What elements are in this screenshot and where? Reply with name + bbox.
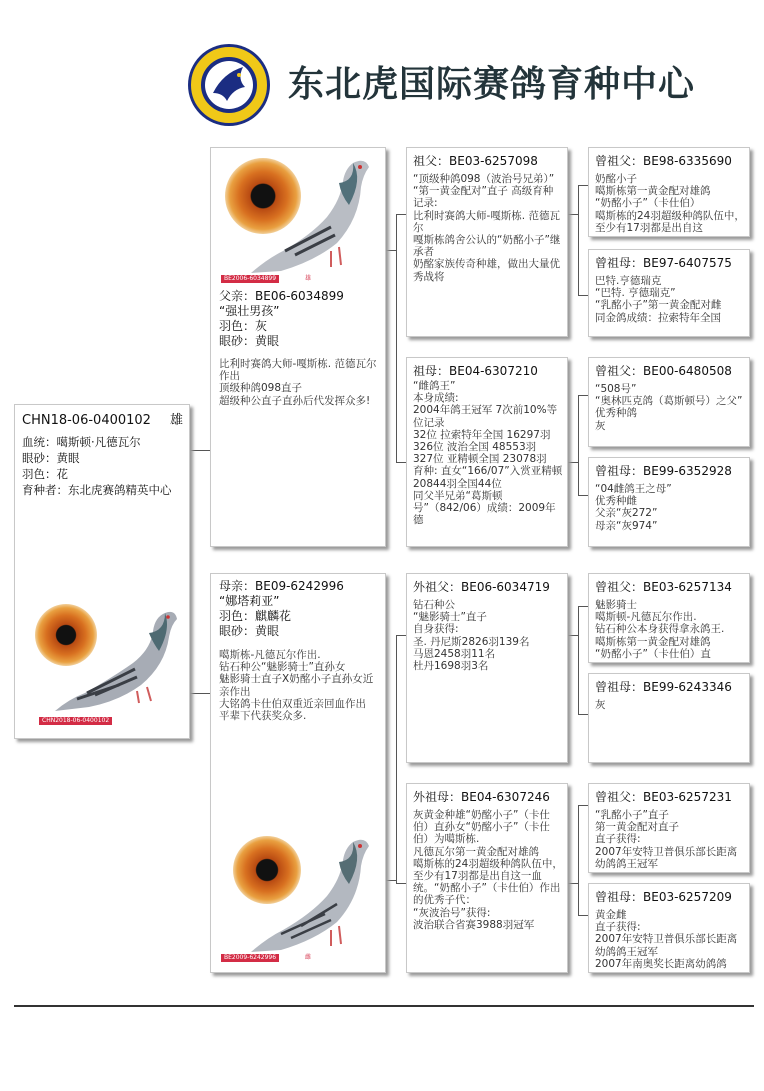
connector bbox=[396, 214, 397, 462]
great-grandparent-title: 曾祖父：BE03-6257134 bbox=[595, 580, 732, 594]
great-grandparent-card bbox=[588, 673, 750, 763]
subject-details bbox=[22, 434, 184, 498]
connector bbox=[567, 635, 578, 636]
great-grandparent-card bbox=[588, 883, 750, 973]
great-grandparent-card bbox=[588, 573, 750, 663]
connector bbox=[567, 214, 578, 215]
connector bbox=[189, 450, 211, 451]
connector bbox=[396, 635, 397, 883]
great-grandparent-text: 巴特.亨德瑞克 “巴特. 亨德瑞克” “乳酩小子”第一黄金配对雌 同金鸽成绩：拉索特年全国 bbox=[595, 275, 722, 324]
great-grandparent-title: 曾祖母：BE03-6257209 bbox=[595, 890, 732, 904]
subject-breeder: 育种者：东北虎赛鸽精英中心 bbox=[22, 483, 172, 497]
great-grandparent-text: “乳酩小子”直子 第一黄金配对直子 直子获得: 2007年安特卫普俱乐部长距离幼鸽鸽王冠军 bbox=[595, 809, 738, 870]
connector bbox=[578, 395, 579, 495]
great-grandparent-text: 灰 bbox=[595, 699, 606, 711]
great-grandparent-title: 曾祖母：BE99-6243346 bbox=[595, 680, 732, 694]
great-grandparent-card bbox=[588, 457, 750, 547]
great-grandparent-card bbox=[588, 147, 750, 237]
ring-plate-sex: 雌 bbox=[305, 954, 312, 961]
grandparent-text: 钻石种公 “魅影骑士”直子 自身获得: 圣. 丹尼斯2826羽139名 马恩2458羽11名 杜丹1698羽3名 bbox=[413, 599, 530, 673]
connector bbox=[567, 883, 578, 884]
great-grandparent-text: “508号” “奥林匹克鸽（葛斯顿号）之父” 优秀种鸽 灰 bbox=[595, 383, 743, 432]
dam-desc: 噶斯栋-凡德瓦尔作出. 钻石种公“魅影骑士”直孙女 魅影骑士直子X奶酩小子直孙女近亲作出 大铭鸽卡仕伯双重近亲回血作出 平辈下代获奖众多. bbox=[219, 649, 374, 723]
pigeon-photo bbox=[241, 155, 379, 279]
footer-divider bbox=[14, 1005, 754, 1007]
great-grandparent-text: 奶酩小子 噶斯栋第一黄金配对雄鸽 “奶酩小子”（卡仕伯） 噶斯栋的24羽超级种鸽队伍中，至少有17羽都是出自这 bbox=[595, 173, 745, 234]
subject-photo bbox=[27, 601, 179, 729]
grandparent-text: “雌鸽王” 本身成绩: 2004年鸽王冠军 7次前10%等位记录 32位 拉索特年全国 16297羽 326位 波治全国 48553羽 327位 亚精顿全国 23078羽 育种: 直女“166/07”入赏亚精顿20844羽全国44位 同父半兄弟“葛斯顿号”（842/06）成绩：2009年德 bbox=[413, 380, 563, 527]
subject-bloodline: 血统：噶斯顿·凡德瓦尔 bbox=[22, 435, 141, 449]
great-grandparent-title: 曾祖父：BE00-6480508 bbox=[595, 364, 732, 378]
great-grandparent-title: 曾祖母：BE99-6352928 bbox=[595, 464, 732, 478]
dam-card bbox=[210, 573, 386, 973]
sire-name: “强壮男孩” bbox=[219, 304, 280, 318]
grandparent-title: 外祖父：BE06-6034719 bbox=[413, 580, 550, 594]
dam-eye: 眼砂：黄眼 bbox=[219, 624, 280, 638]
great-grandparent-text: 魅影骑士 噶斯顿-凡德瓦尔作出. 钻石种公本身获得拿永鸽王. 噶斯栋第一黄金配对雄鸽 “奶酩小子”（卡仕伯）直 bbox=[595, 599, 725, 660]
dam-color: 羽色：麒麟花 bbox=[219, 609, 292, 623]
sire-card bbox=[210, 147, 386, 547]
sire-details bbox=[219, 289, 379, 349]
great-grandparent-text: “04雌鸽王之母” 优秀种雌 父亲“灰272” 母亲“灰974” bbox=[595, 483, 672, 532]
logo-icon bbox=[187, 43, 271, 127]
grandparent-card bbox=[406, 357, 568, 547]
sire-color: 羽色：灰 bbox=[219, 319, 268, 333]
connector bbox=[385, 880, 396, 881]
sire-ring: 父亲：BE06-6034899 bbox=[219, 289, 344, 303]
grandparent-card bbox=[406, 147, 568, 337]
dam-name: “娜塔莉亚” bbox=[219, 594, 280, 608]
grandparent-card bbox=[406, 783, 568, 973]
dam-details bbox=[219, 579, 379, 639]
great-grandparent-title: 曾祖父：BE98-6335690 bbox=[595, 154, 732, 168]
pigeon-photo bbox=[241, 834, 379, 958]
grandparent-text: “顶级种鸽098（波治号兄弟）” “第一黄金配对”直子 高级育种记录: 比利时赛鸽大师-嘎斯栋. 范德瓦尔 嘎斯栋鸽舍公认的“奶酩小子”继承者 奶酩家族传奇种雄，做出大量优秀战将 bbox=[413, 173, 561, 283]
ring-plate: BE2009-6242996 bbox=[221, 954, 279, 962]
great-grandparent-title: 曾祖母：BE97-6407575 bbox=[595, 256, 732, 270]
grandparent-text: 灰黄金种雄“奶酩小子”（卡仕伯）直孙女“奶酩小子”（卡仕伯）为噶斯栋. 凡德瓦尔第一黄金配对雄鸽 噶斯栋的24羽超级种鸽队伍中，至少有17羽都是出自这一血统。“奶酩小子”（卡仕伯）作出的优秀子代： “灰波治号”获得: 波治联合省赛3988羽冠军 bbox=[413, 809, 563, 931]
dam-photo bbox=[219, 834, 379, 969]
sire-photo bbox=[219, 153, 379, 288]
subject-card bbox=[14, 404, 190, 739]
connector bbox=[578, 185, 579, 295]
subject-sex: 雄 bbox=[170, 413, 184, 428]
subject-eye: 眼砂：黄眼 bbox=[22, 451, 80, 465]
great-grandparent-text: 黄金雌 直子获得: 2007年安特卫普俱乐部长距离幼鸽鸽王冠军 2007年南奥奖长距离幼鸽鸽 bbox=[595, 909, 738, 970]
connector bbox=[567, 462, 578, 463]
dam-ring: 母亲：BE09-6242996 bbox=[219, 579, 344, 593]
subject-color: 羽色：花 bbox=[22, 467, 68, 481]
header-title: 东北虎国际赛鸽育种中心 bbox=[288, 64, 696, 105]
header bbox=[180, 35, 755, 135]
connector bbox=[578, 606, 579, 714]
subject-ring: CHN18-06-0400102 bbox=[22, 413, 151, 428]
great-grandparent-card bbox=[588, 357, 750, 447]
connector bbox=[578, 805, 579, 915]
connector bbox=[385, 250, 396, 251]
great-grandparent-title: 曾祖父：BE03-6257231 bbox=[595, 790, 732, 804]
great-grandparent-card bbox=[588, 249, 750, 337]
pigeon-photo bbox=[47, 603, 179, 715]
ring-plate: CHN2018-06-0400102 bbox=[39, 717, 112, 725]
ring-plate: BE2006-6034899 bbox=[221, 275, 279, 283]
ring-plate-sex: 雄 bbox=[305, 275, 312, 282]
grandparent-title: 祖父：BE03-6257098 bbox=[413, 154, 538, 168]
connector bbox=[189, 693, 211, 694]
grandparent-title: 祖母：BE04-6307210 bbox=[413, 364, 538, 378]
sire-eye: 眼砂：黄眼 bbox=[219, 334, 280, 348]
sire-desc: 比利时赛鸽大师-嘎斯栋. 范德瓦尔作出 顶级种鸽098直子 超级种公直子直孙后代发挥众多! bbox=[219, 358, 377, 407]
grandparent-title: 外祖母：BE04-6307246 bbox=[413, 790, 550, 804]
great-grandparent-card bbox=[588, 783, 750, 873]
grandparent-card bbox=[406, 573, 568, 763]
